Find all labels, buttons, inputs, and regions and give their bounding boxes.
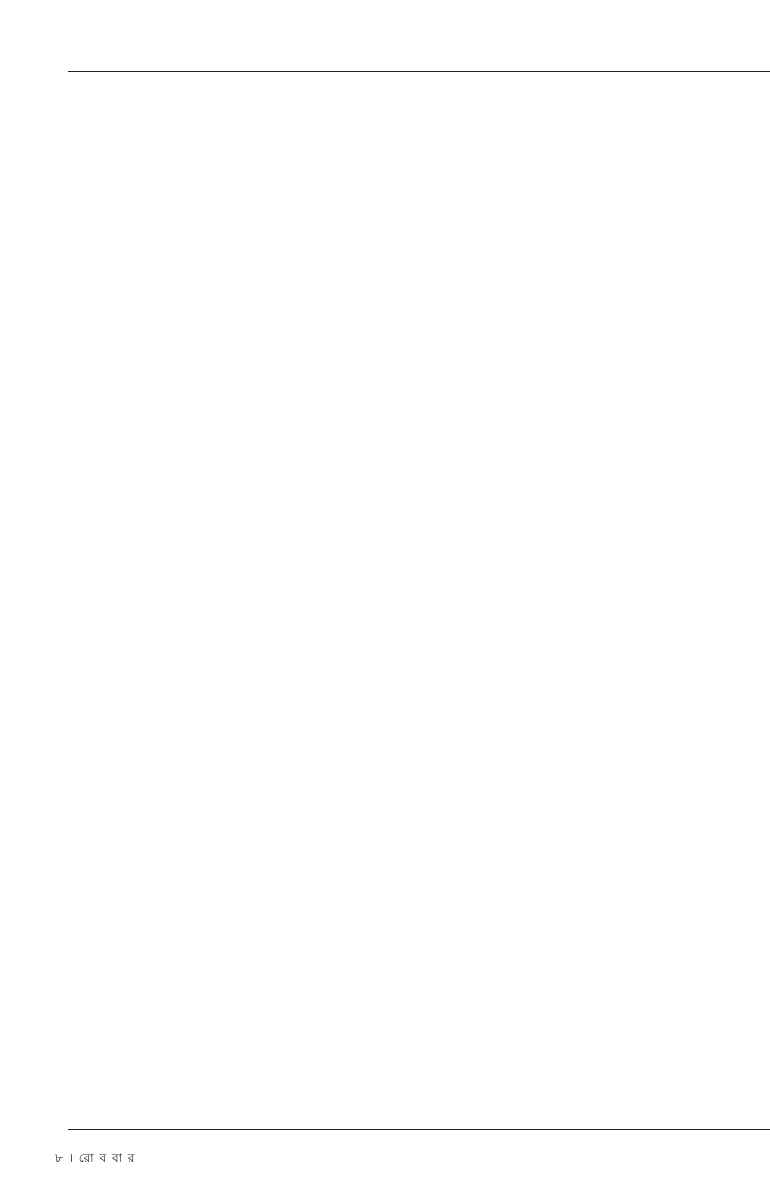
column-3 bbox=[532, 120, 753, 1115]
column-1 bbox=[53, 120, 274, 1115]
page-marker: ৮ । রো ব বা র bbox=[55, 1151, 136, 1165]
article-body bbox=[53, 120, 753, 1115]
footer-rule bbox=[68, 1129, 770, 1130]
header-rule bbox=[68, 71, 770, 72]
column-2 bbox=[292, 120, 513, 1115]
